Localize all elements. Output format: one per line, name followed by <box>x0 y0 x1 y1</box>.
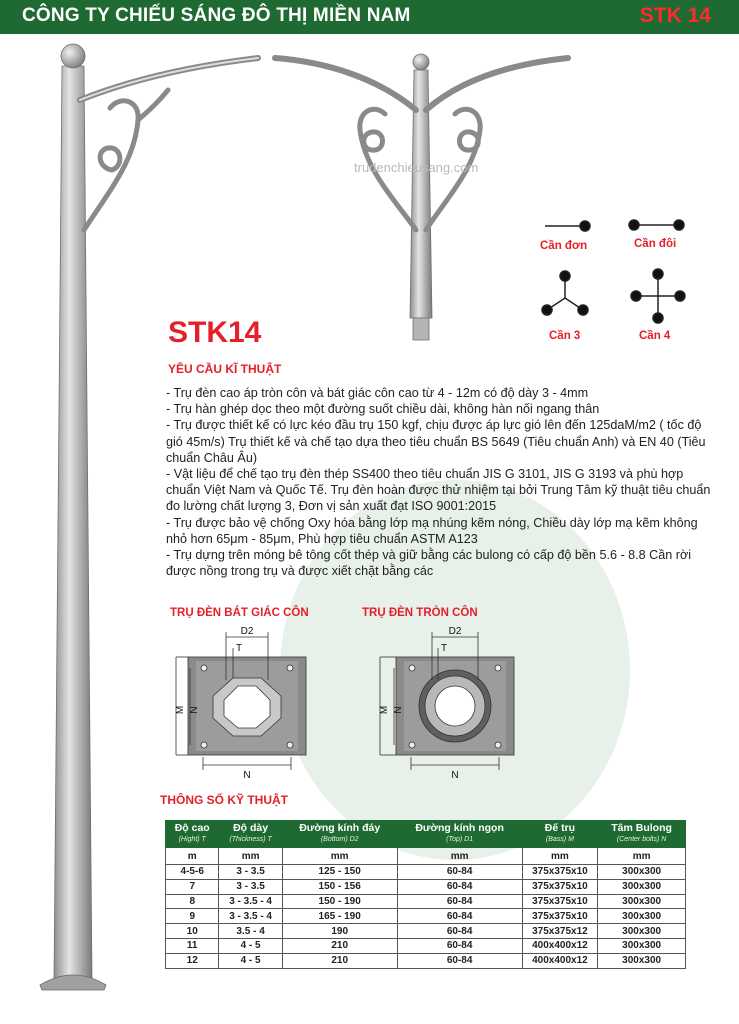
double-arm-icon <box>629 220 684 230</box>
requirement-item: - Trụ hàn ghép dọc theo một đường suốt chiều dài, không hàn nối ngang thân <box>166 402 600 417</box>
table-row: 8 3 - 3.5 - 4 150 - 190 60-84 375x375x10 300x300 <box>166 894 686 909</box>
arm-type-quad-label: Cần 4 <box>639 330 671 342</box>
requirements-list <box>166 385 721 579</box>
octagonal-dim-n-side: N <box>189 706 200 714</box>
specs-title: THÔNG SỐ KỸ THUẬT <box>160 793 288 807</box>
table-row: 7 3 - 3.5 150 - 156 60-84 375x375x10 300x300 <box>166 879 686 894</box>
requirement-item: - Trụ đèn cao áp tròn côn và bát giác côn cao từ 4 - 12m có độ dày 3 - 4mm <box>166 386 589 400</box>
octagonal-dim-m: M <box>175 705 186 715</box>
round-dim-m: M <box>379 705 390 715</box>
unit-cell: mm <box>219 848 282 865</box>
quad-arm-icon <box>631 269 685 323</box>
arm-type-single-label: Cần đơn <box>540 240 588 252</box>
watermark-url: trudenchieusang.com <box>354 160 479 175</box>
specs-table <box>165 820 686 969</box>
octagonal-dim-t: T <box>236 643 243 654</box>
arm-type-triple-label: Cần 3 <box>549 330 581 342</box>
unit-cell: mm <box>282 848 397 865</box>
triple-arm-icon <box>542 271 588 315</box>
requirement-item: - Trụ được bảo vệ chống Oxy hóa bằng lớp mạ nhúng kẽm nóng, Chiều dày lớp mạ kẽm không nhỏ hơn 65μm - 85μm, Phù hợp tiêu chuẩn ASTM A123 <box>166 515 698 546</box>
col-header-bolt-center: Tâm Bulong (Center bolts) N <box>598 821 686 848</box>
col-header-top-diameter: Đường kính ngọn (Top) D1 <box>397 821 522 848</box>
requirement-item: - Trụ được thiết kế có lực kéo đầu trụ 150 kgf, chịu được áp lực gió lên đến 125daM/m2 ( tốc độ gió 45m/s) Trụ thiết kế và chế tạo dựa theo tiêu chuẩn BS 5649 (Tiêu chuẩn Anh) và EN 40 (Tiêu chuẩn Châu Âu) <box>166 418 706 465</box>
table-row: 4-5-6 3 - 3.5 125 - 150 60-84 375x375x10 300x300 <box>166 865 686 880</box>
col-header-thickness: Độ dày (Thickness) T <box>219 821 282 848</box>
table-row: 9 3 - 3.5 - 4 165 - 190 60-84 375x375x10 300x300 <box>166 909 686 924</box>
product-code: STK 14 <box>639 4 711 27</box>
col-header-bottom-diameter: Đường kính đáy (Bottom) D2 <box>282 821 397 848</box>
col-header-height: Độ cao (Hight) T <box>166 821 219 848</box>
table-row: 12 4 - 5 210 60-84 400x400x12 300x300 <box>166 953 686 968</box>
requirements-title: YÊU CẦU KĨ THUẬT <box>168 362 282 376</box>
unit-cell: mm <box>522 848 598 865</box>
unit-cell: mm <box>397 848 522 865</box>
unit-cell: mm <box>598 848 686 865</box>
requirement-item: - Vật liệu để chế tạo trụ đèn thép SS400 theo tiêu chuẩn JIS G 3101, JIS G 3193 và phù hợp chuẩn Việt Nam và Quốc Tế. Trụ đèn hoàn được thử nhiệm tại bởi Trung Tâm kỹ thuật tiêu chuẩn đo lường chất lượng 3, Đơn vị sản xuất đạt ISO 9001:2015 <box>166 467 711 514</box>
short-pole <box>410 54 432 340</box>
specs-header-row <box>166 821 686 848</box>
round-base-title: TRỤ ĐÈN TRÒN CÔN <box>362 607 478 619</box>
units-row <box>166 848 686 865</box>
round-dim-n-side: N <box>393 706 404 714</box>
round-dim-t: T <box>441 643 448 654</box>
table-row: 11 4 - 5 210 60-84 400x400x12 300x300 <box>166 938 686 953</box>
company-name: CÔNG TY CHIẾU SÁNG ĐÔ THỊ MIỀN NAM <box>22 5 411 26</box>
unit-cell: m <box>166 848 219 865</box>
main-pole <box>40 44 106 990</box>
round-dim-d2: D2 <box>448 626 462 637</box>
table-row: 10 3.5 - 4 190 60-84 375x375x12 300x300 <box>166 924 686 939</box>
main-pole-arm <box>80 58 258 230</box>
col-header-base-plate: Đế trụ (Bass) M <box>522 821 598 848</box>
octagonal-dim-n-bottom: N <box>243 770 251 781</box>
model-name: STK14 <box>168 316 262 349</box>
requirement-item: - Trụ dựng trên móng bê tông cốt thép và giữ bằng các bulong có cấp độ bền 5.6 - 8.8 Cần rời được nồng trong trụ và được xiết chặt bằng các <box>166 548 691 579</box>
round-dim-n-bottom: N <box>451 770 459 781</box>
octagonal-dim-d2: D2 <box>240 626 254 637</box>
arm-type-double-label: Cần đôi <box>634 238 677 250</box>
single-arm-icon <box>545 221 590 231</box>
octagonal-base-title: TRỤ ĐÈN BÁT GIÁC CÔN <box>170 607 309 619</box>
